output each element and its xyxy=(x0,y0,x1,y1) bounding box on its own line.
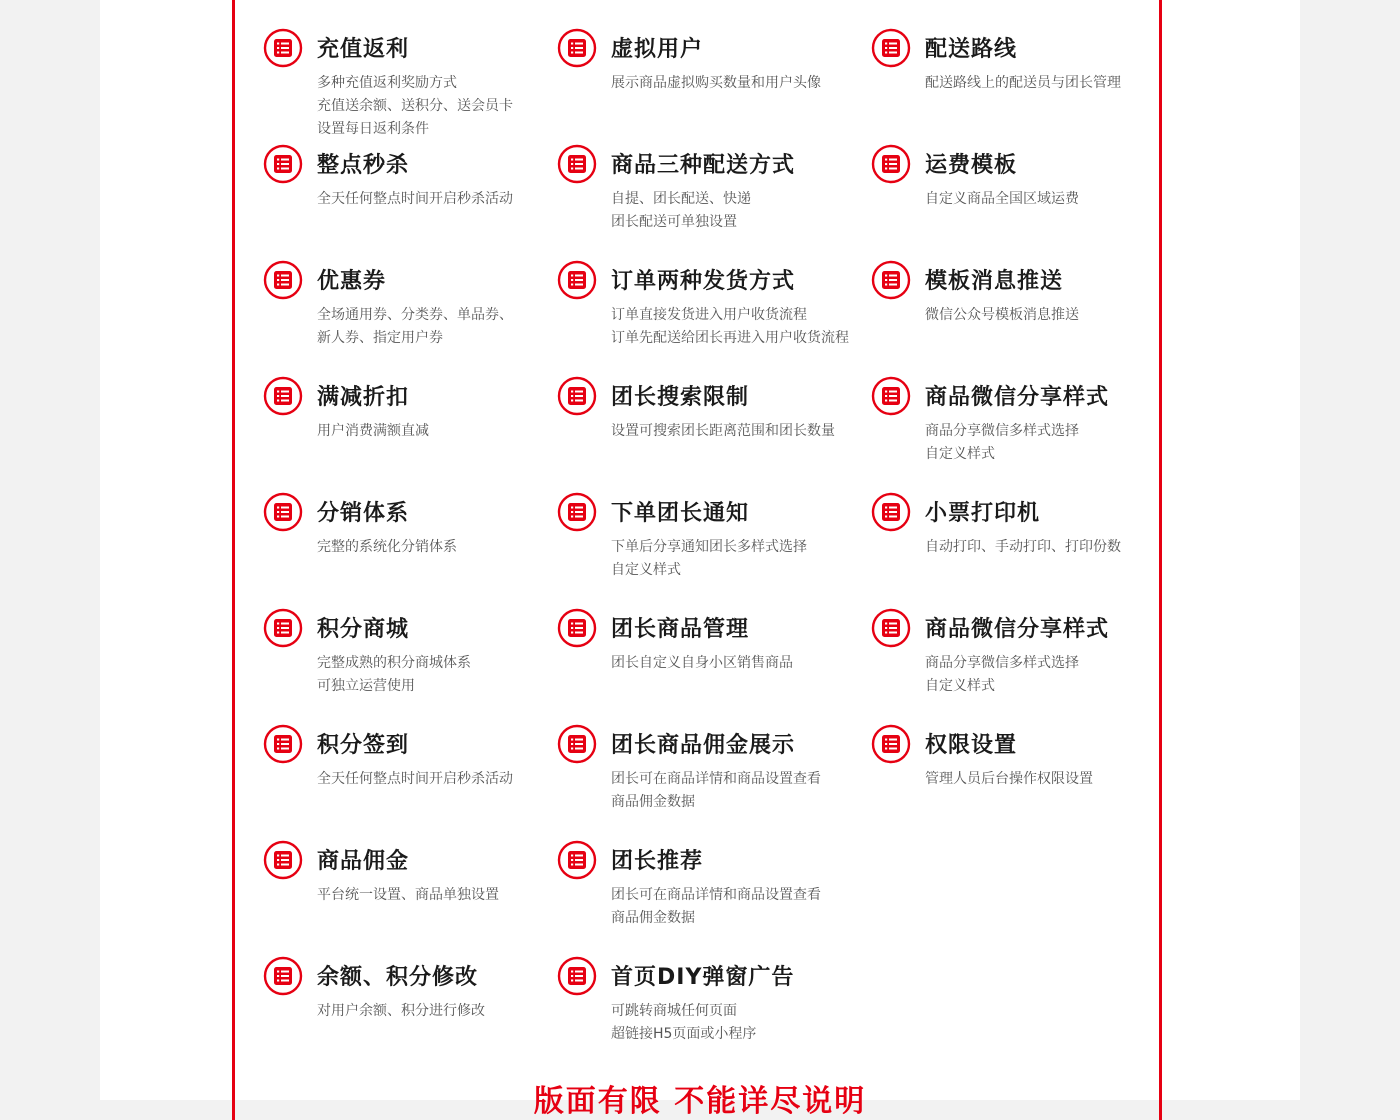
list-document-icon xyxy=(557,840,597,880)
list-document-icon xyxy=(263,608,303,648)
list-document-icon xyxy=(557,608,597,648)
list-document-icon xyxy=(263,260,303,300)
feature-description-line: 自定义样式 xyxy=(611,562,681,578)
feature-description-line: 商品分享微信多样式选择 xyxy=(925,655,1079,671)
feature-description-line: 平台统一设置、商品单独设置 xyxy=(317,887,499,903)
list-document-icon xyxy=(871,376,911,416)
feature-description-line: 自定义样式 xyxy=(925,446,995,462)
list-document-icon xyxy=(557,492,597,532)
feature-description xyxy=(317,420,577,443)
feature-description xyxy=(925,304,1185,327)
list-document-icon xyxy=(871,260,911,300)
feature-description xyxy=(317,536,577,559)
list-document-icon xyxy=(263,28,303,68)
feature-title: 分销体系 xyxy=(317,501,410,526)
feature-description xyxy=(925,768,1185,791)
feature-description xyxy=(611,304,871,350)
feature-description xyxy=(925,72,1185,95)
feature-description-line: 多种充值返利奖励方式 xyxy=(317,75,457,91)
feature-title: 模板消息推送 xyxy=(925,269,1064,294)
feature-description-line: 超链接H5页面或小程序 xyxy=(611,1026,757,1042)
feature-title: 团长商品佣金展示 xyxy=(611,733,796,758)
feature-description xyxy=(317,1000,577,1023)
feature-description xyxy=(317,188,577,211)
list-document-icon xyxy=(263,840,303,880)
list-document-icon xyxy=(557,144,597,184)
feature-title: 满减折扣 xyxy=(317,385,410,410)
feature-description-line: 管理人员后台操作权限设置 xyxy=(925,771,1093,787)
feature-title: 余额、积分修改 xyxy=(317,965,479,990)
feature-description-line: 全天任何整点时间开启秒杀活动 xyxy=(317,191,513,207)
feature-description xyxy=(611,1000,871,1046)
feature-description-line: 订单先配送给团长再进入用户收货流程 xyxy=(611,330,849,346)
feature-description-line: 充值送余额、送积分、送会员卡 xyxy=(317,98,513,114)
list-document-icon xyxy=(557,724,597,764)
feature-description xyxy=(611,536,871,582)
feature-description xyxy=(317,768,577,791)
feature-description-line: 商品分享微信多样式选择 xyxy=(925,423,1079,439)
feature-description-line: 团长自定义自身小区销售商品 xyxy=(611,655,793,671)
list-document-icon xyxy=(263,492,303,532)
feature-title: 订单两种发货方式 xyxy=(611,269,796,294)
feature-description xyxy=(925,536,1185,559)
feature-description xyxy=(925,188,1185,211)
feature-description-line: 完整成熟的积分商城体系 xyxy=(317,655,471,671)
feature-description-line: 自定义样式 xyxy=(925,678,995,694)
feature-description-line: 微信公众号模板消息推送 xyxy=(925,307,1079,323)
feature-description-line: 对用户余额、积分进行修改 xyxy=(317,1003,485,1019)
feature-description xyxy=(925,420,1185,466)
feature-description-line: 展示商品虚拟购买数量和用户头像 xyxy=(611,75,821,91)
feature-title: 下单团长通知 xyxy=(611,501,750,526)
feature-description-line: 设置可搜索团长距离范围和团长数量 xyxy=(611,423,835,439)
list-document-icon xyxy=(557,376,597,416)
feature-description-line: 全天任何整点时间开启秒杀活动 xyxy=(317,771,513,787)
list-document-icon xyxy=(871,28,911,68)
feature-title: 团长推荐 xyxy=(611,849,704,874)
feature-title: 商品佣金 xyxy=(317,849,410,874)
feature-title: 充值返利 xyxy=(317,37,410,62)
feature-description-line: 新人券、指定用户券 xyxy=(317,330,443,346)
list-document-icon xyxy=(263,956,303,996)
feature-title: 积分签到 xyxy=(317,733,410,758)
feature-title: 商品微信分享样式 xyxy=(925,385,1110,410)
feature-description xyxy=(925,652,1185,698)
feature-description xyxy=(317,884,577,907)
feature-title: 团长搜索限制 xyxy=(611,385,750,410)
feature-description xyxy=(317,72,577,141)
feature-description-line: 自定义商品全国区域运费 xyxy=(925,191,1079,207)
feature-title: 权限设置 xyxy=(925,733,1018,758)
feature-description-line: 设置每日返利条件 xyxy=(317,121,429,137)
feature-title: 小票打印机 xyxy=(925,501,1041,526)
list-document-icon xyxy=(263,144,303,184)
feature-title: 首页DIY弹窗广告 xyxy=(611,965,795,990)
feature-description xyxy=(611,188,871,234)
feature-description-line: 可跳转商城任何页面 xyxy=(611,1003,737,1019)
list-document-icon xyxy=(263,376,303,416)
list-document-icon xyxy=(263,724,303,764)
feature-description-line: 配送路线上的配送员与团长管理 xyxy=(925,75,1121,91)
feature-description xyxy=(611,72,871,95)
feature-description xyxy=(317,652,577,698)
feature-description-line: 下单后分享通知团长多样式选择 xyxy=(611,539,807,555)
feature-description xyxy=(611,652,871,675)
feature-title: 商品微信分享样式 xyxy=(925,617,1110,642)
feature-title: 团长商品管理 xyxy=(611,617,750,642)
feature-description-line: 商品佣金数据 xyxy=(611,910,695,926)
feature-description-line: 自动打印、手动打印、打印份数 xyxy=(925,539,1121,555)
feature-description xyxy=(317,304,577,350)
feature-description-line: 团长配送可单独设置 xyxy=(611,214,737,230)
feature-description-line: 团长可在商品详情和商品设置查看 xyxy=(611,771,821,787)
feature-description xyxy=(611,884,871,930)
feature-description-line: 自提、团长配送、快递 xyxy=(611,191,751,207)
feature-title: 运费模板 xyxy=(925,153,1018,178)
feature-title: 积分商城 xyxy=(317,617,410,642)
list-document-icon xyxy=(557,956,597,996)
feature-description-line: 订单直接发货进入用户收货流程 xyxy=(611,307,807,323)
list-document-icon xyxy=(871,608,911,648)
list-document-icon xyxy=(557,260,597,300)
feature-title: 优惠券 xyxy=(317,269,387,294)
feature-description-line: 全场通用券、分类券、单品券、 xyxy=(317,307,513,323)
feature-description-line: 可独立运营使用 xyxy=(317,678,415,694)
feature-title: 商品三种配送方式 xyxy=(611,153,796,178)
list-document-icon xyxy=(871,492,911,532)
feature-description-line: 完整的系统化分销体系 xyxy=(317,539,457,555)
feature-title: 配送路线 xyxy=(925,37,1018,62)
feature-description-line: 商品佣金数据 xyxy=(611,794,695,810)
list-document-icon xyxy=(871,724,911,764)
feature-description xyxy=(611,420,871,443)
feature-description-line: 用户消费满额直减 xyxy=(317,423,429,439)
feature-description-line: 团长可在商品详情和商品设置查看 xyxy=(611,887,821,903)
feature-title: 虚拟用户 xyxy=(611,37,704,62)
list-document-icon xyxy=(871,144,911,184)
feature-description xyxy=(611,768,871,814)
feature-title: 整点秒杀 xyxy=(317,153,410,178)
footer-note: 版面有限 不能详尽说明 xyxy=(533,1084,867,1119)
list-document-icon xyxy=(557,28,597,68)
